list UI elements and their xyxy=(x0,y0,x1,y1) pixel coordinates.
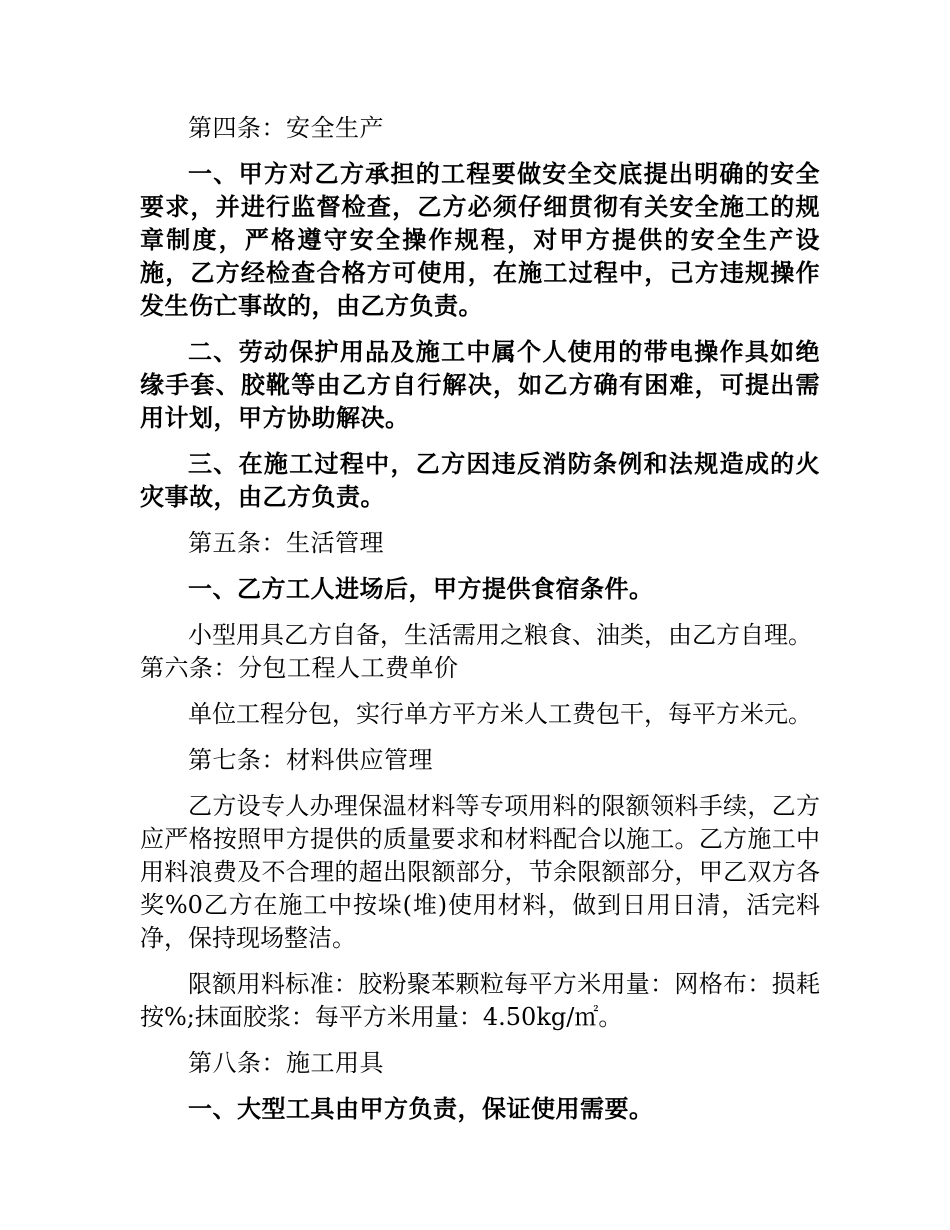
article-6-clause-1: 单位工程分包，实行单方平方米人工费包干，每平方米元。 xyxy=(188,700,812,728)
article-4-clause-2: 二、劳动保护用品及施工中属个人使用的带电操作具如绝缘手套、胶靴等由乙方自行解决，如乙方确有困难，可提出需用计划，甲方协助解决。 xyxy=(140,338,820,432)
article-7-clause-1: 乙方设专人办理保温材料等专项用料的限额领料手续，乙方应严格按照甲方提供的质量要求和材料配合以施工。乙方施工中用料浪费及不合理的超出限额部分，节余限额部分，甲乙双方各奖%0乙方在施工中按垛(堆)使用材料，做到日用日清，活完料净，保持现场整洁。 xyxy=(140,792,820,952)
article-4-clause-3: 三、在施工过程中，乙方因违反消防条例和法规造成的火灾事故，由乙方负责。 xyxy=(140,450,820,511)
article-7-clause-2: 限额用料标准：胶粉聚苯颗粒每平方米用量：网格布：损耗按%;抹面胶浆：每平方米用量：4.50kg/㎡。 xyxy=(140,970,820,1031)
article-8-heading: 第八条：施工用具 xyxy=(188,1049,384,1077)
article-6-heading: 第六条：分包工程人工费单价 xyxy=(140,654,459,682)
article-8-clause-1: 一、大型工具由甲方负责，保证使用需要。 xyxy=(188,1095,654,1123)
article-5-clause-2: 小型用具乙方自备，生活需用之粮食、油类，由乙方自理。 xyxy=(188,621,812,649)
article-5-heading: 第五条：生活管理 xyxy=(188,529,384,557)
article-7-heading: 第七条：材料供应管理 xyxy=(188,746,433,774)
article-4-heading: 第四条：安全生产 xyxy=(188,114,384,142)
document-body xyxy=(140,112,820,1139)
article-5-clause-1: 一、乙方工人进场后，甲方提供食宿条件。 xyxy=(188,575,654,603)
article-4-clause-1: 一、甲方对乙方承担的工程要做安全交底提出明确的安全要求，并进行监督检查，乙方必须仔细贯彻有关安全施工的规章制度，严格遵守安全操作规程，对甲方提供的安全生产设施，乙方经检查合格方可使用，在施工过程中，己方违规操作发生伤亡事故的，由乙方负责。 xyxy=(140,160,820,320)
